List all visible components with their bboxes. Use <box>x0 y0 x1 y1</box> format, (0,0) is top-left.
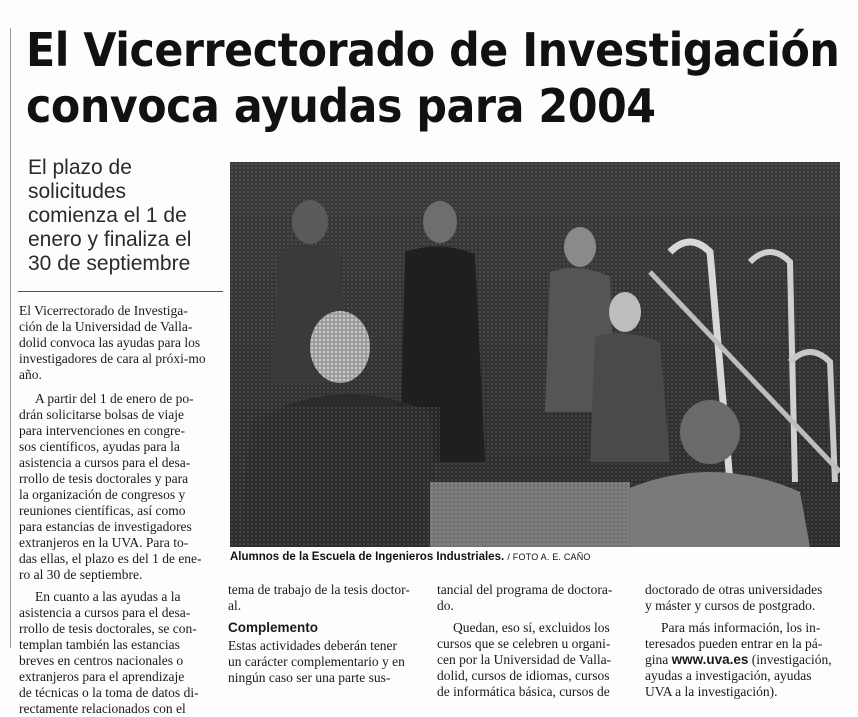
text-fragment: gina <box>645 652 669 667</box>
text-line: templan también las estancias <box>19 637 180 652</box>
page-edge-rule <box>10 28 11 648</box>
text-line: tancial del programa de doctora- <box>437 582 613 597</box>
text-line: dolid, cursos de idiomas, cursos <box>437 668 610 683</box>
text-line: reuniones científicas, así como <box>19 503 186 518</box>
text-line: y máster y cursos de postgrado. <box>645 598 816 613</box>
crosshead: Complemento <box>228 620 319 635</box>
text-line: El Vicerrectorado de Investiga- <box>19 303 188 318</box>
text-line: En cuanto a las ayudas a la <box>35 589 181 604</box>
text-line: do. <box>437 598 454 613</box>
text-line: tema de trabajo de la tesis doctor- <box>228 582 410 597</box>
photo-illustration <box>230 162 840 547</box>
text-fragment: (investigación, <box>748 652 832 667</box>
text-line: ayudas a investigación, ayudas <box>645 668 812 683</box>
article-column-1 <box>19 303 224 717</box>
text-line: UVA a la investigación). <box>645 684 778 699</box>
text-line: Para más información, los in- <box>661 620 821 635</box>
text-line: extranjeros para el aprendizaje <box>19 669 185 684</box>
text-line: de técnicas o la toma de datos di- <box>19 685 199 700</box>
text-line: la organización de congresos y <box>19 487 186 502</box>
subheading-line: 30 de septiembre <box>28 252 191 275</box>
text-line: rrollo de tesis doctorales y para <box>19 471 189 486</box>
text-line: de informática básica, cursos de <box>437 684 610 699</box>
text-line: ningún caso ser una parte sus- <box>228 670 391 685</box>
text-line: asistencia a cursos para el desa- <box>19 605 191 620</box>
subheading-divider <box>18 291 223 292</box>
headline-line-2: convoca ayudas para 2004 <box>26 79 656 133</box>
subheading-line: enero y finaliza el <box>28 228 192 251</box>
text-line: teresados pueden entrar en la pá- <box>645 636 823 651</box>
subheading-line: El plazo de <box>28 156 132 179</box>
text-line: cursos que se celebren u organi- <box>437 636 611 651</box>
text-line: un carácter complementario y en <box>228 654 405 669</box>
website-link[interactable]: www.uva.es <box>671 652 749 667</box>
text-line: ción de la Universidad de Valla- <box>19 319 193 334</box>
article-column-2 <box>228 582 433 686</box>
text-line: año. <box>19 367 42 382</box>
news-photo <box>230 162 840 547</box>
text-line: doctorado de otras universidades <box>645 582 823 597</box>
text-line: A partir del 1 de enero de po- <box>35 391 194 406</box>
text-line: asistencia a cursos para el desa- <box>19 455 191 470</box>
text-line: para estancias de investigadores <box>19 519 192 534</box>
text-line: al. <box>228 598 242 613</box>
text-line: ro al 30 de septiembre. <box>19 567 143 582</box>
text-line: Estas actividades deberán tener <box>228 638 398 653</box>
text-line: das ellas, el plazo es del 1 de ene- <box>19 551 202 566</box>
article-column-4 <box>645 582 850 700</box>
text-line: para intervenciones en congre- <box>19 423 186 438</box>
headline-line-1: El Vicerrectorado de Investigación <box>26 23 840 77</box>
text-line: sos científicos, ayudas para la <box>19 439 180 454</box>
text-line: rrollo de tesis doctorales, se con- <box>19 621 197 636</box>
headline <box>26 22 840 134</box>
subheading-line: solicitudes <box>28 180 127 203</box>
text-line: dolid convoca las ayudas para los <box>19 335 201 350</box>
article-column-3 <box>437 582 642 700</box>
text-line: investigadores de cara al próxi-mo <box>19 351 206 366</box>
photo-credit: / FOTO A. E. CAÑO <box>507 552 591 562</box>
text-line: Quedan, eso sí, excluidos los <box>453 620 610 635</box>
caption-text: Alumnos de la Escuela de Ingenieros Industriales. <box>230 551 505 563</box>
photo-caption <box>230 551 591 563</box>
text-line: drán solicitarse bolsas de viaje <box>19 407 184 422</box>
text-line: rectamente relacionados con el <box>19 701 186 716</box>
text-line: cen por la Universidad de Valla- <box>437 652 612 667</box>
text-line-with-url <box>645 652 850 668</box>
text-line: breves en centros nacionales o <box>19 653 184 668</box>
text-line: extranjeros en la UVA. Para to- <box>19 535 189 550</box>
subheading-line: comienza el 1 de <box>28 204 187 227</box>
subheading <box>28 156 228 276</box>
